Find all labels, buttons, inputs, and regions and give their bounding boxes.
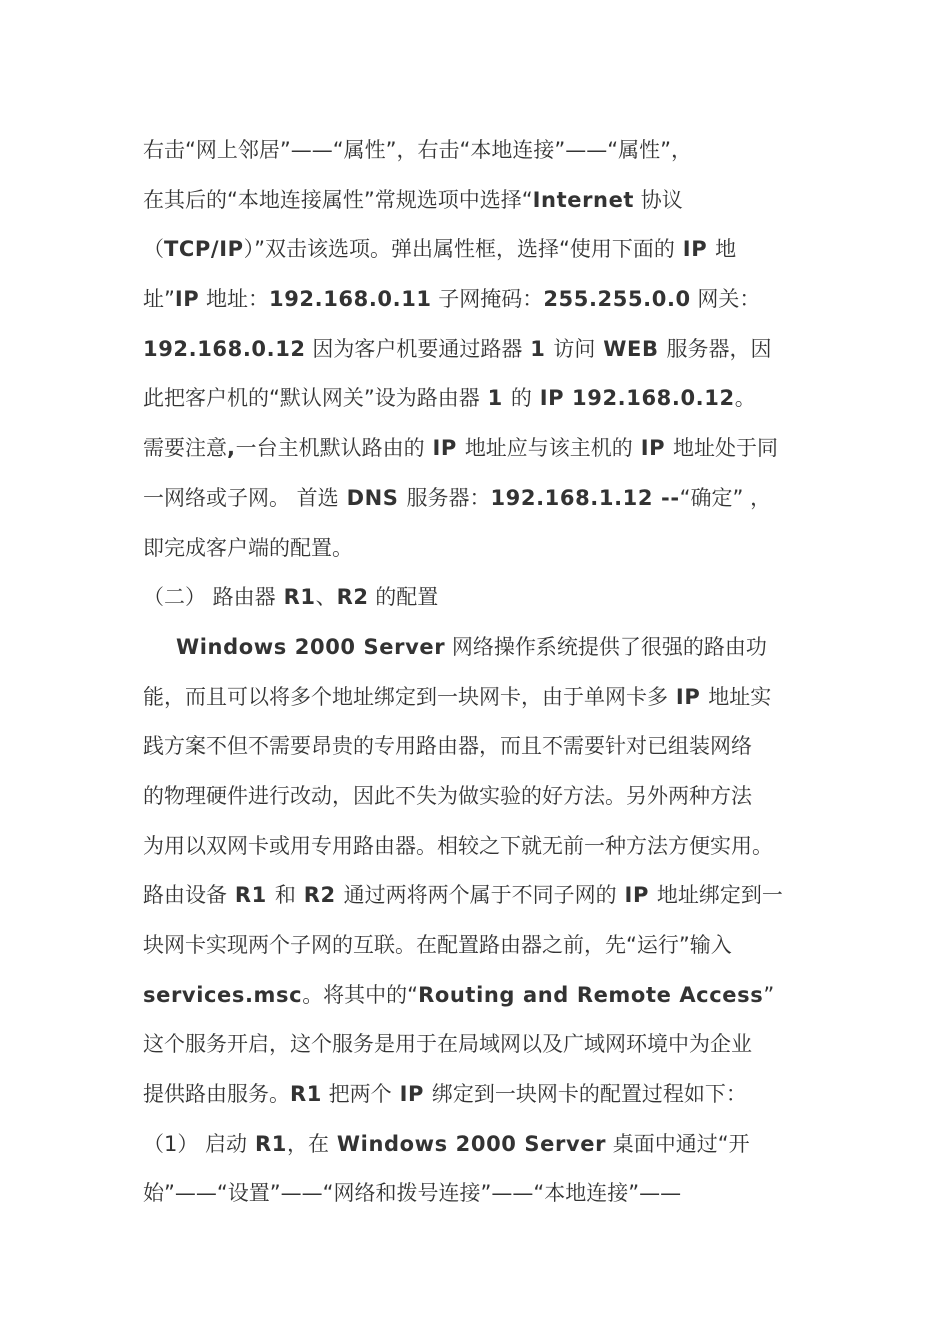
text-line (143, 971, 813, 1021)
text-line (143, 1169, 813, 1219)
text-line (143, 424, 813, 474)
text-run: 始”——“设置”——“网络和拨号连接”——“本地连接”—— (143, 1181, 682, 1206)
document-body (143, 126, 813, 1219)
section-heading (143, 573, 813, 623)
ip-address: 192.168.0.11 (268, 287, 432, 312)
text-line (143, 176, 813, 226)
bold-term: 1 (522, 336, 554, 361)
bold-term: Internet (532, 187, 635, 212)
command-name: services.msc (143, 982, 303, 1007)
text-line (143, 126, 813, 176)
text-run: 、 (315, 585, 337, 610)
bold-term: R1 (275, 585, 316, 610)
text-run: 。将其中的“ (302, 982, 419, 1007)
text-run: 提供路由服务。 (143, 1082, 290, 1107)
text-run: 一台主机默认路由的 (235, 436, 425, 461)
bold-term: R1 (247, 1131, 287, 1156)
bold-term: IP 192.168.0.12 (531, 386, 735, 411)
text-line (143, 722, 813, 772)
bold-term: , (227, 436, 236, 461)
bold-term: TCP/IP (164, 237, 244, 262)
bold-term: IP (616, 883, 657, 908)
text-run: 绑定到一块网卡的配置过程如下： (431, 1082, 747, 1107)
bold-term: IP (391, 1082, 432, 1107)
subnet-mask: 255.255.0.0 (543, 287, 691, 312)
text-line (143, 1120, 813, 1170)
bold-term: DNS (338, 485, 407, 510)
bold-term: IP (668, 684, 709, 709)
text-run: 这个服务开启，这个服务是用于在局域网以及广域网环境中为企业 (143, 1032, 752, 1057)
text-run: 址” (143, 287, 175, 312)
text-run: 地址处于同 (673, 436, 779, 461)
text-run: 因为客户机要通过路器 (305, 336, 523, 361)
text-line (143, 871, 813, 921)
text-line (143, 921, 813, 971)
text-run: ）”双击该选项。弹出属性框，选择“使用下面的 (243, 237, 675, 262)
text-run: 一网络或子网。 首选 (143, 485, 339, 510)
text-run: 路由设备 (143, 883, 227, 908)
bold-term: R1 (227, 883, 275, 908)
text-line (143, 275, 813, 325)
text-run: 地址应与该主机的 (464, 436, 633, 461)
text-line (143, 1020, 813, 1070)
text-run: 服务器： (406, 485, 491, 510)
gateway-address: 192.168.0.12 (143, 336, 306, 361)
text-run: 子网掩码： (431, 287, 544, 312)
text-run: 地 (715, 237, 737, 262)
bold-term: Windows 2000 Server (328, 1131, 607, 1156)
text-run: “确定” ， (679, 485, 772, 510)
text-run: 访问 (553, 336, 596, 361)
text-run: 通过两将两个属于不同子网的 (343, 883, 617, 908)
bold-term: IP (174, 287, 200, 312)
bold-term: R1 (290, 1082, 322, 1107)
text-run: 地址绑定到一 (656, 883, 783, 908)
text-run: 的物理硬件进行改动，因此不失为做实验的好方法。另外两种方法 (143, 783, 752, 808)
text-run: ） 启动 (177, 1131, 248, 1156)
text-run: 地址： (199, 287, 269, 312)
text-line (143, 822, 813, 872)
text-line (143, 772, 813, 822)
text-run: 即完成客户端的配置。 (143, 535, 353, 560)
text-run: 为用以双网卡或用专用路由器。相较之下就无前一种方法方便实用。 (143, 833, 773, 858)
bold-term: R2 (295, 883, 344, 908)
text-line (143, 474, 813, 524)
text-run: 网络操作系统提供了很强的路由功 (445, 634, 767, 659)
text-line (143, 524, 813, 574)
text-run: 服务器，因 (666, 336, 772, 361)
service-name: Routing and Remote Access (418, 982, 764, 1007)
text-run: 块网卡实现两个子网的互联。在配置路由器之前，先“运行”输入 (143, 933, 732, 957)
text-run: 在其后的“本地连接属性”常规选项中选择“ (143, 187, 533, 212)
text-line (143, 374, 813, 424)
bold-term: R2 (336, 585, 369, 610)
dns-address: 192.168.1.12 -- (490, 485, 680, 510)
text-line (143, 1070, 813, 1120)
text-run: ，在 (286, 1131, 329, 1156)
text-run: 的 (510, 386, 532, 411)
step-number: 1 (164, 1131, 178, 1156)
text-run: 的配置 (368, 585, 439, 610)
text-run: （ (143, 1131, 164, 1156)
text-run: 需要注意 (143, 436, 227, 461)
text-run: 右击“网上邻居”——“属性”，右击“本地连接”——“属性”， (143, 138, 693, 162)
bold-term: Windows 2000 Server (176, 634, 446, 659)
text-run: 网关： (690, 287, 761, 312)
text-run: 地址实 (708, 684, 772, 709)
bold-term: 1 (479, 386, 511, 411)
text-line (143, 325, 813, 375)
text-run: 践方案不但不需要昂贵的专用路由器，而且不需要针对已组装网络 (143, 734, 752, 759)
bold-term: WEB (595, 336, 667, 361)
text-line (143, 623, 813, 673)
text-run: 。 (734, 386, 756, 411)
text-run: ” (763, 982, 775, 1007)
text-run: 和 (274, 883, 296, 908)
bold-term: IP (632, 436, 674, 461)
bold-term: IP (674, 237, 716, 262)
text-run: （ (143, 237, 164, 262)
text-run: 协议 (634, 187, 683, 212)
text-run: 把两个 (321, 1082, 392, 1107)
text-run: 能，而且可以将多个地址绑定到一块网卡，由于单网卡多 (143, 684, 668, 709)
text-run: 此把客户机的“默认网关”设为路由器 (143, 386, 480, 411)
bold-term: IP (424, 436, 465, 461)
text-run: （二） 路由器 (143, 585, 276, 610)
text-line (143, 673, 813, 723)
text-run: 桌面中通过“开 (606, 1131, 750, 1156)
text-line (143, 225, 813, 275)
